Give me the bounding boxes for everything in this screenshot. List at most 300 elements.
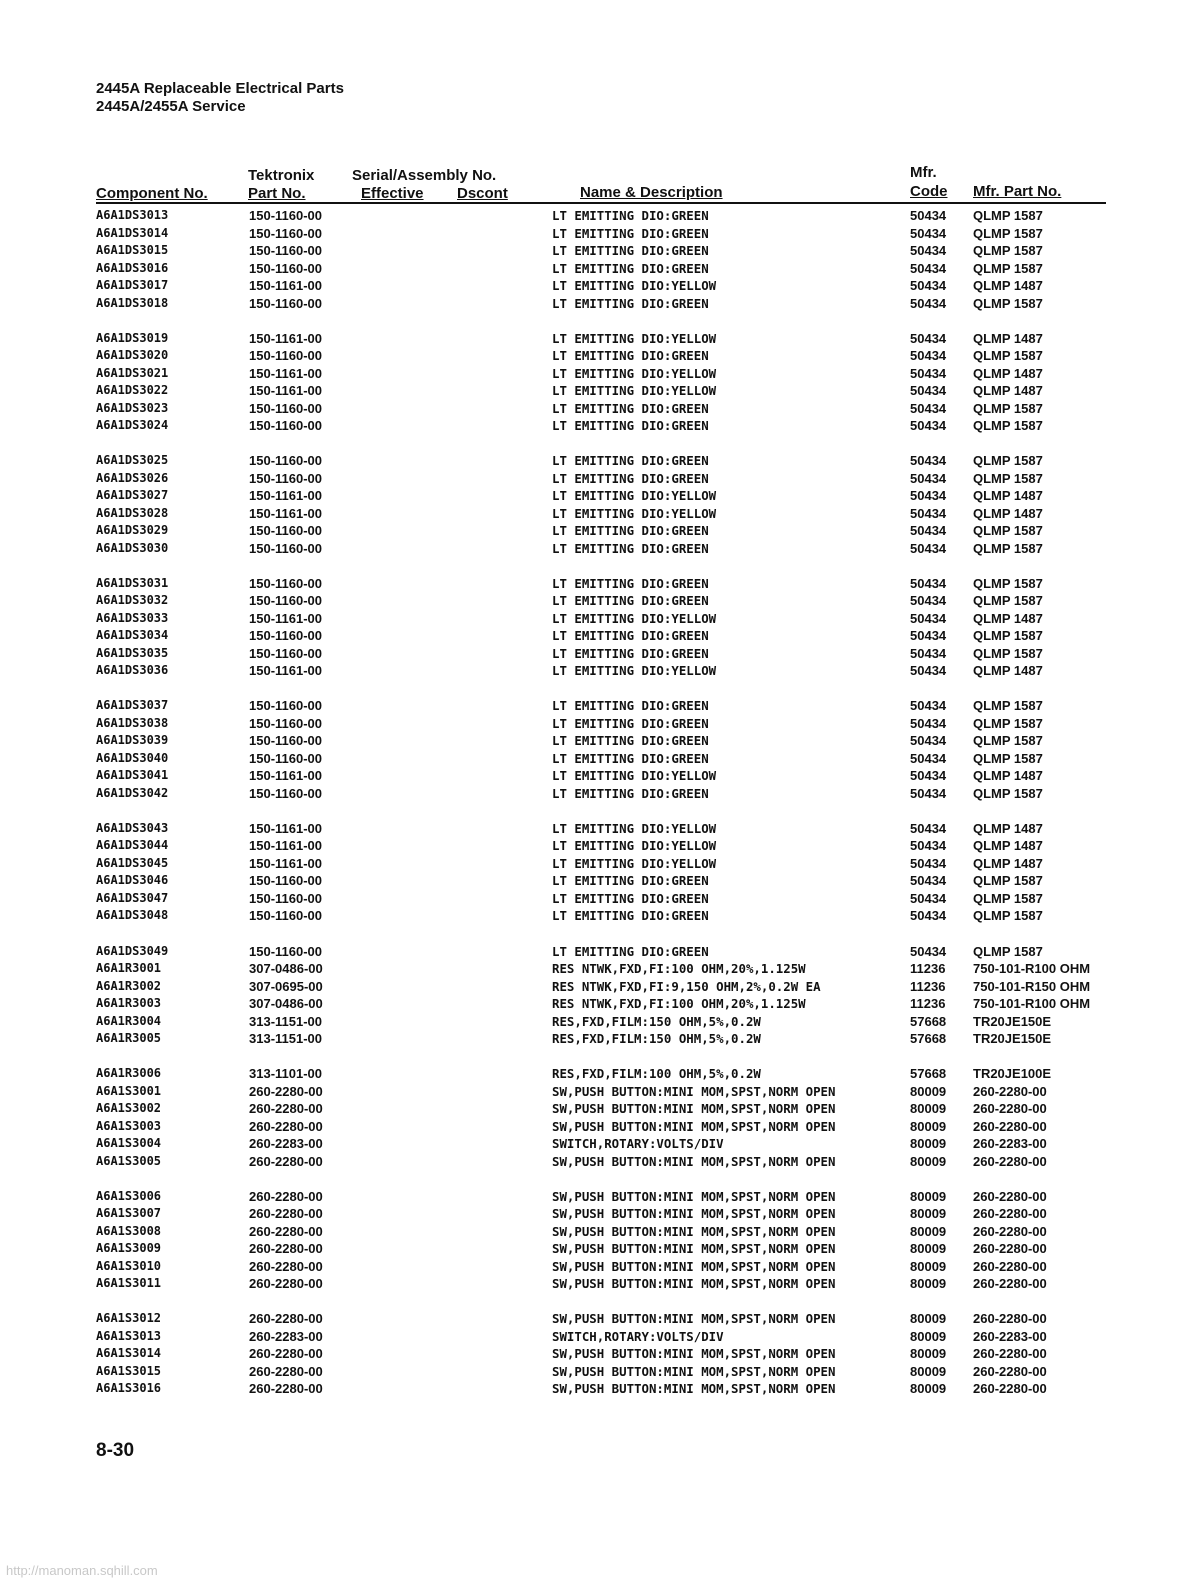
component-no: A6A1R3003 bbox=[96, 996, 162, 1011]
part-no: 313-1151-00 bbox=[249, 1031, 323, 1047]
part-no: 150-1161-00 bbox=[249, 820, 323, 836]
part-no: 150-1160-00 bbox=[249, 575, 323, 591]
mfr-part-no: QLMP 1587 bbox=[973, 208, 1043, 223]
col-header-code: Code bbox=[910, 183, 948, 200]
table-row bbox=[0, 347, 1200, 365]
mfr-code: 50434 bbox=[910, 750, 947, 766]
mfr-code: 11236 bbox=[910, 961, 946, 977]
mfr-part-no: QLMP 1487 bbox=[973, 838, 1043, 854]
part-no: 150-1160-00 bbox=[249, 698, 323, 714]
mfr-code: 57668 bbox=[910, 1066, 947, 1082]
mfr-code: 50434 bbox=[910, 855, 947, 871]
part-no: 260-2280-00 bbox=[249, 1188, 323, 1204]
part-no: 260-2280-00 bbox=[249, 1153, 323, 1169]
mfr-code: 50434 bbox=[910, 645, 947, 661]
mfr-code: 50434 bbox=[910, 698, 947, 714]
part-no: 313-1151-00 bbox=[249, 1013, 323, 1029]
component-no: A6A1DS3013 bbox=[96, 208, 169, 222]
col-header-part-no: Part No. bbox=[248, 185, 306, 202]
table-row bbox=[0, 1135, 1200, 1153]
table-row bbox=[0, 1310, 1200, 1328]
table-row bbox=[0, 645, 1200, 663]
component-no: A6A1DS3044 bbox=[96, 838, 169, 853]
mfr-part-no: 750-101-R150 OHM bbox=[973, 978, 1091, 994]
part-no: 150-1160-00 bbox=[249, 890, 323, 906]
mfr-part-no: QLMP 1487 bbox=[973, 488, 1043, 504]
mfr-code: 80009 bbox=[910, 1381, 947, 1397]
part-no: 150-1161-00 bbox=[249, 663, 323, 679]
mfr-part-no: QLMP 1587 bbox=[973, 295, 1043, 311]
mfr-part-no: QLMP 1487 bbox=[973, 610, 1043, 626]
table-row bbox=[0, 1030, 1200, 1048]
table-row bbox=[0, 1118, 1200, 1136]
table-row bbox=[0, 207, 1200, 225]
mfr-code: 80009 bbox=[910, 1188, 947, 1204]
mfr-part-no: 260-2280-00 bbox=[973, 1346, 1047, 1362]
mfr-code: 80009 bbox=[910, 1276, 947, 1292]
table-row bbox=[0, 750, 1200, 768]
table-row bbox=[0, 487, 1200, 505]
component-no: A6A1DS3023 bbox=[96, 400, 169, 415]
description: LT EMITTING DIO:GREEN bbox=[552, 260, 709, 276]
part-no: 150-1160-00 bbox=[249, 418, 323, 434]
description: LT EMITTING DIO:GREEN bbox=[552, 348, 709, 364]
mfr-part-no: TR20JE150E bbox=[973, 1013, 1052, 1029]
description: LT EMITTING DIO:GREEN bbox=[552, 908, 709, 924]
part-no: 150-1160-00 bbox=[249, 348, 323, 364]
component-no: A6A1R3006 bbox=[96, 1066, 162, 1081]
component-no: A6A1DS3040 bbox=[96, 750, 169, 765]
mfr-code: 50434 bbox=[910, 208, 947, 223]
component-no: A6A1DS3028 bbox=[96, 505, 169, 520]
table-row bbox=[0, 365, 1200, 383]
row-group bbox=[0, 452, 1200, 557]
component-no: A6A1S3011 bbox=[96, 1276, 162, 1291]
col-header-dscont: Dscont bbox=[457, 185, 508, 202]
description: LT EMITTING DIO:YELLOW bbox=[552, 330, 717, 346]
col-header-effective: Effective bbox=[361, 185, 424, 202]
description: LT EMITTING DIO:YELLOW bbox=[552, 820, 717, 836]
table-row bbox=[0, 330, 1200, 348]
mfr-part-no: QLMP 1487 bbox=[973, 820, 1043, 836]
description: SW,PUSH BUTTON:MINI MOM,SPST,NORM OPEN bbox=[552, 1223, 836, 1239]
component-no: A6A1DS3030 bbox=[96, 540, 169, 555]
component-no: A6A1S3012 bbox=[96, 1311, 162, 1326]
mfr-part-no: 260-2280-00 bbox=[973, 1381, 1047, 1397]
description: LT EMITTING DIO:GREEN bbox=[552, 470, 709, 486]
component-no: A6A1S3015 bbox=[96, 1363, 162, 1378]
mfr-part-no: QLMP 1587 bbox=[973, 943, 1043, 959]
mfr-code: 50434 bbox=[910, 383, 947, 399]
description: LT EMITTING DIO:GREEN bbox=[552, 698, 709, 714]
mfr-part-no: TR20JE100E bbox=[973, 1066, 1052, 1082]
description: LT EMITTING DIO:GREEN bbox=[552, 785, 709, 801]
description: LT EMITTING DIO:GREEN bbox=[552, 243, 709, 258]
table-row bbox=[0, 1153, 1200, 1171]
mfr-part-no: QLMP 1587 bbox=[973, 470, 1043, 486]
mfr-part-no: QLMP 1587 bbox=[973, 785, 1043, 801]
component-no: A6A1DS3018 bbox=[96, 295, 169, 310]
component-no: A6A1S3014 bbox=[96, 1346, 162, 1361]
table-row bbox=[0, 1258, 1200, 1276]
table-row bbox=[0, 943, 1200, 961]
description: SW,PUSH BUTTON:MINI MOM,SPST,NORM OPEN bbox=[552, 1346, 836, 1362]
part-no: 260-2280-00 bbox=[249, 1346, 323, 1362]
mfr-code: 50434 bbox=[910, 838, 947, 854]
part-no: 150-1160-00 bbox=[249, 400, 323, 416]
mfr-code: 50434 bbox=[910, 418, 947, 434]
part-no: 150-1160-00 bbox=[249, 295, 323, 311]
mfr-code: 57668 bbox=[910, 1013, 947, 1029]
mfr-part-no: QLMP 1587 bbox=[973, 348, 1043, 364]
component-no: A6A1DS3042 bbox=[96, 785, 169, 800]
mfr-code: 80009 bbox=[910, 1346, 947, 1362]
table-row bbox=[0, 452, 1200, 470]
description: RES,FXD,FILM:150 OHM,5%,0.2W bbox=[552, 1031, 761, 1047]
table-row bbox=[0, 1240, 1200, 1258]
component-no: A6A1DS3047 bbox=[96, 890, 169, 905]
col-header-tektronix: Tektronix bbox=[248, 167, 315, 184]
mfr-part-no: QLMP 1587 bbox=[973, 243, 1043, 258]
part-no: 150-1160-00 bbox=[249, 785, 323, 801]
table-row bbox=[0, 382, 1200, 400]
table-row bbox=[0, 1100, 1200, 1118]
description: LT EMITTING DIO:GREEN bbox=[552, 873, 709, 889]
part-no: 260-2280-00 bbox=[249, 1258, 323, 1274]
table-row bbox=[0, 978, 1200, 996]
mfr-code: 50434 bbox=[910, 540, 947, 556]
mfr-code: 57668 bbox=[910, 1031, 947, 1047]
description: SW,PUSH BUTTON:MINI MOM,SPST,NORM OPEN bbox=[552, 1381, 836, 1397]
component-no: A6A1DS3016 bbox=[96, 260, 169, 275]
part-no: 150-1160-00 bbox=[249, 715, 323, 731]
component-no: A6A1DS3043 bbox=[96, 820, 169, 835]
row-group bbox=[0, 575, 1200, 680]
mfr-part-no: 260-2280-00 bbox=[973, 1206, 1047, 1222]
part-no: 150-1160-00 bbox=[249, 628, 323, 644]
mfr-code: 50434 bbox=[910, 488, 947, 504]
mfr-part-no: QLMP 1487 bbox=[973, 663, 1043, 679]
mfr-part-no: 260-2280-00 bbox=[973, 1311, 1047, 1327]
description: SW,PUSH BUTTON:MINI MOM,SPST,NORM OPEN bbox=[552, 1363, 836, 1379]
part-no: 260-2280-00 bbox=[249, 1241, 323, 1257]
mfr-part-no: QLMP 1587 bbox=[973, 593, 1043, 609]
description: SW,PUSH BUTTON:MINI MOM,SPST,NORM OPEN bbox=[552, 1206, 836, 1222]
component-no: A6A1DS3022 bbox=[96, 383, 169, 398]
component-no: A6A1R3004 bbox=[96, 1013, 162, 1028]
component-no: A6A1DS3024 bbox=[96, 418, 169, 433]
mfr-code: 50434 bbox=[910, 908, 947, 924]
table-row bbox=[0, 907, 1200, 925]
description: RES NTWK,FXD,FI:100 OHM,20%,1.125W bbox=[552, 996, 806, 1012]
part-no: 150-1160-00 bbox=[249, 470, 323, 486]
component-no: A6A1DS3025 bbox=[96, 453, 169, 468]
part-no: 150-1160-00 bbox=[249, 243, 323, 258]
table-row bbox=[0, 1205, 1200, 1223]
description: SW,PUSH BUTTON:MINI MOM,SPST,NORM OPEN bbox=[552, 1311, 836, 1327]
table-row bbox=[0, 225, 1200, 243]
row-group bbox=[0, 820, 1200, 925]
part-no: 307-0486-00 bbox=[249, 996, 323, 1012]
page-number: 8-30 bbox=[96, 1440, 135, 1461]
component-no: A6A1DS3026 bbox=[96, 470, 169, 485]
component-no: A6A1R3002 bbox=[96, 978, 162, 993]
table-row bbox=[0, 960, 1200, 978]
header-rule bbox=[96, 202, 1106, 204]
mfr-code: 11236 bbox=[910, 978, 946, 994]
mfr-code: 80009 bbox=[910, 1328, 947, 1344]
component-no: A6A1DS3039 bbox=[96, 733, 169, 748]
mfr-part-no: QLMP 1587 bbox=[973, 523, 1043, 539]
mfr-code: 80009 bbox=[910, 1136, 947, 1152]
description: LT EMITTING DIO:GREEN bbox=[552, 890, 709, 906]
description: SW,PUSH BUTTON:MINI MOM,SPST,NORM OPEN bbox=[552, 1153, 836, 1169]
component-no: A6A1DS3049 bbox=[96, 943, 169, 958]
mfr-part-no: 260-2283-00 bbox=[973, 1136, 1047, 1152]
component-no: A6A1DS3032 bbox=[96, 593, 169, 608]
description: LT EMITTING DIO:YELLOW bbox=[552, 488, 717, 504]
table-row bbox=[0, 890, 1200, 908]
mfr-part-no: QLMP 1587 bbox=[973, 418, 1043, 434]
mfr-part-no: QLMP 1587 bbox=[973, 453, 1043, 469]
mfr-part-no: QLMP 1587 bbox=[973, 628, 1043, 644]
description: LT EMITTING DIO:GREEN bbox=[552, 750, 709, 766]
mfr-part-no: QLMP 1587 bbox=[973, 750, 1043, 766]
part-no: 260-2283-00 bbox=[249, 1328, 323, 1344]
table-row bbox=[0, 697, 1200, 715]
description: RES,FXD,FILM:100 OHM,5%,0.2W bbox=[552, 1066, 761, 1082]
component-no: A6A1DS3027 bbox=[96, 488, 169, 503]
mfr-code: 50434 bbox=[910, 243, 947, 258]
table-row bbox=[0, 610, 1200, 628]
part-no: 150-1160-00 bbox=[249, 873, 323, 889]
col-header-component-no: Component No. bbox=[96, 185, 208, 202]
description: SW,PUSH BUTTON:MINI MOM,SPST,NORM OPEN bbox=[552, 1118, 836, 1134]
mfr-code: 80009 bbox=[910, 1258, 947, 1274]
mfr-part-no: 260-2280-00 bbox=[973, 1223, 1047, 1239]
description: SW,PUSH BUTTON:MINI MOM,SPST,NORM OPEN bbox=[552, 1258, 836, 1274]
table-row bbox=[0, 505, 1200, 523]
mfr-part-no: 260-2280-00 bbox=[973, 1258, 1047, 1274]
mfr-part-no: 260-2280-00 bbox=[973, 1118, 1047, 1134]
mfr-code: 50434 bbox=[910, 733, 947, 749]
table-row bbox=[0, 400, 1200, 418]
col-header-mfr-part-no: Mfr. Part No. bbox=[973, 183, 1062, 200]
table-row bbox=[0, 785, 1200, 803]
table-row bbox=[0, 662, 1200, 680]
mfr-code: 50434 bbox=[910, 260, 947, 276]
mfr-code: 50434 bbox=[910, 225, 947, 241]
mfr-part-no: 260-2280-00 bbox=[973, 1153, 1047, 1169]
row-group bbox=[0, 943, 1200, 1048]
mfr-part-no: QLMP 1487 bbox=[973, 278, 1043, 293]
mfr-code: 11236 bbox=[910, 996, 946, 1012]
component-no: A6A1DS3017 bbox=[96, 278, 169, 292]
part-no: 150-1161-00 bbox=[249, 610, 323, 626]
table-row bbox=[0, 470, 1200, 488]
description: LT EMITTING DIO:GREEN bbox=[552, 715, 709, 731]
part-no: 150-1160-00 bbox=[249, 453, 323, 469]
part-no: 150-1160-00 bbox=[249, 225, 323, 241]
description: SWITCH,ROTARY:VOLTS/DIV bbox=[552, 1136, 724, 1152]
part-no: 260-2280-00 bbox=[249, 1206, 323, 1222]
component-no: A6A1DS3041 bbox=[96, 768, 169, 783]
part-no: 260-2280-00 bbox=[249, 1363, 323, 1379]
mfr-code: 50434 bbox=[910, 365, 947, 381]
component-no: A6A1S3002 bbox=[96, 1101, 162, 1116]
mfr-part-no: QLMP 1487 bbox=[973, 330, 1043, 346]
part-no: 150-1160-00 bbox=[249, 523, 323, 539]
component-no: A6A1DS3033 bbox=[96, 610, 169, 625]
table-row bbox=[0, 522, 1200, 540]
mfr-code: 50434 bbox=[910, 295, 947, 311]
component-no: A6A1S3008 bbox=[96, 1223, 162, 1238]
description: LT EMITTING DIO:YELLOW bbox=[552, 838, 717, 854]
table-row bbox=[0, 1223, 1200, 1241]
table-row bbox=[0, 767, 1200, 785]
part-no: 150-1161-00 bbox=[249, 488, 323, 504]
component-no: A6A1DS3031 bbox=[96, 575, 169, 590]
part-no: 150-1160-00 bbox=[249, 208, 323, 223]
part-no: 260-2280-00 bbox=[249, 1276, 323, 1292]
table-row bbox=[0, 1363, 1200, 1381]
mfr-code: 50434 bbox=[910, 575, 947, 591]
mfr-part-no: QLMP 1587 bbox=[973, 715, 1043, 731]
component-no: A6A1DS3015 bbox=[96, 243, 169, 257]
col-header-serial-assembly: Serial/Assembly No. bbox=[352, 167, 497, 184]
description: LT EMITTING DIO:GREEN bbox=[552, 400, 709, 416]
mfr-part-no: 260-2280-00 bbox=[973, 1083, 1047, 1099]
mfr-part-no: QLMP 1587 bbox=[973, 698, 1043, 714]
description: LT EMITTING DIO:YELLOW bbox=[552, 365, 717, 381]
mfr-part-no: QLMP 1487 bbox=[973, 365, 1043, 381]
mfr-code: 80009 bbox=[910, 1083, 947, 1099]
mfr-part-no: 750-101-R100 OHM bbox=[973, 961, 1091, 977]
mfr-part-no: QLMP 1487 bbox=[973, 505, 1043, 521]
mfr-code: 50434 bbox=[910, 278, 947, 293]
description: LT EMITTING DIO:GREEN bbox=[552, 418, 709, 434]
description: SW,PUSH BUTTON:MINI MOM,SPST,NORM OPEN bbox=[552, 1241, 836, 1257]
description: SW,PUSH BUTTON:MINI MOM,SPST,NORM OPEN bbox=[552, 1101, 836, 1117]
component-no: A6A1DS3046 bbox=[96, 873, 169, 888]
mfr-part-no: QLMP 1587 bbox=[973, 225, 1043, 241]
table-row bbox=[0, 715, 1200, 733]
table-row bbox=[0, 260, 1200, 278]
part-no: 150-1161-00 bbox=[249, 505, 323, 521]
description: LT EMITTING DIO:YELLOW bbox=[552, 855, 717, 871]
mfr-code: 50434 bbox=[910, 785, 947, 801]
component-no: A6A1DS3021 bbox=[96, 365, 169, 380]
component-no: A6A1S3006 bbox=[96, 1188, 162, 1203]
mfr-part-no: QLMP 1587 bbox=[973, 645, 1043, 661]
part-no: 150-1160-00 bbox=[249, 593, 323, 609]
mfr-part-no: 260-2280-00 bbox=[973, 1188, 1047, 1204]
mfr-part-no: QLMP 1487 bbox=[973, 768, 1043, 784]
mfr-code: 50434 bbox=[910, 470, 947, 486]
mfr-part-no: 260-2280-00 bbox=[973, 1241, 1047, 1257]
mfr-code: 80009 bbox=[910, 1311, 947, 1327]
mfr-part-no: QLMP 1587 bbox=[973, 260, 1043, 276]
mfr-code: 50434 bbox=[910, 348, 947, 364]
mfr-code: 80009 bbox=[910, 1363, 947, 1379]
description: LT EMITTING DIO:GREEN bbox=[552, 575, 709, 591]
component-no: A6A1S3013 bbox=[96, 1328, 162, 1343]
description: SW,PUSH BUTTON:MINI MOM,SPST,NORM OPEN bbox=[552, 1276, 836, 1292]
mfr-code: 50434 bbox=[910, 768, 947, 784]
mfr-part-no: QLMP 1587 bbox=[973, 733, 1043, 749]
mfr-code: 50434 bbox=[910, 820, 947, 836]
mfr-code: 50434 bbox=[910, 523, 947, 539]
description: LT EMITTING DIO:YELLOW bbox=[552, 610, 717, 626]
description: LT EMITTING DIO:GREEN bbox=[552, 295, 709, 311]
table-row bbox=[0, 1188, 1200, 1206]
row-group bbox=[0, 1065, 1200, 1170]
description: LT EMITTING DIO:GREEN bbox=[552, 628, 709, 644]
component-no: A6A1DS3037 bbox=[96, 698, 169, 713]
description: RES NTWK,FXD,FI:9,150 OHM,2%,0.2W EA bbox=[552, 978, 821, 994]
mfr-part-no: QLMP 1587 bbox=[973, 908, 1043, 924]
description: LT EMITTING DIO:YELLOW bbox=[552, 278, 717, 293]
part-no: 150-1161-00 bbox=[249, 278, 323, 293]
document-subtitle: 2445A/2455A Service bbox=[96, 98, 246, 115]
row-group bbox=[0, 1310, 1200, 1398]
part-no: 260-2280-00 bbox=[249, 1311, 323, 1327]
mfr-code: 80009 bbox=[910, 1118, 947, 1134]
part-no: 260-2283-00 bbox=[249, 1136, 323, 1152]
description: SW,PUSH BUTTON:MINI MOM,SPST,NORM OPEN bbox=[552, 1188, 836, 1204]
mfr-part-no: TR20JE150E bbox=[973, 1031, 1052, 1047]
part-no: 150-1160-00 bbox=[249, 750, 323, 766]
mfr-code: 50434 bbox=[910, 715, 947, 731]
component-no: A6A1R3001 bbox=[96, 961, 162, 976]
part-no: 150-1160-00 bbox=[249, 260, 323, 276]
mfr-code: 50434 bbox=[910, 593, 947, 609]
component-no: A6A1S3001 bbox=[96, 1083, 162, 1098]
part-no: 150-1160-00 bbox=[249, 645, 323, 661]
table-row bbox=[0, 1083, 1200, 1101]
part-no: 307-0695-00 bbox=[249, 978, 323, 994]
mfr-part-no: QLMP 1587 bbox=[973, 873, 1043, 889]
mfr-part-no: QLMP 1487 bbox=[973, 383, 1043, 399]
table-row bbox=[0, 575, 1200, 593]
component-no: A6A1DS3035 bbox=[96, 645, 169, 660]
description: LT EMITTING DIO:YELLOW bbox=[552, 663, 717, 679]
part-no: 150-1160-00 bbox=[249, 540, 323, 556]
table-row bbox=[0, 277, 1200, 295]
mfr-part-no: QLMP 1587 bbox=[973, 890, 1043, 906]
part-no: 150-1160-00 bbox=[249, 733, 323, 749]
mfr-code: 80009 bbox=[910, 1223, 947, 1239]
description: LT EMITTING DIO:GREEN bbox=[552, 943, 709, 959]
part-no: 150-1161-00 bbox=[249, 330, 323, 346]
mfr-code: 80009 bbox=[910, 1206, 947, 1222]
component-no: A6A1DS3036 bbox=[96, 663, 169, 678]
table-row bbox=[0, 837, 1200, 855]
part-no: 150-1161-00 bbox=[249, 383, 323, 399]
part-no: 150-1160-00 bbox=[249, 908, 323, 924]
description: LT EMITTING DIO:GREEN bbox=[552, 523, 709, 539]
mfr-part-no: QLMP 1487 bbox=[973, 855, 1043, 871]
component-no: A6A1S3009 bbox=[96, 1241, 162, 1256]
part-no: 260-2280-00 bbox=[249, 1381, 323, 1397]
table-row bbox=[0, 540, 1200, 558]
col-header-name-description: Name & Description bbox=[580, 184, 723, 201]
description: LT EMITTING DIO:GREEN bbox=[552, 225, 709, 241]
component-no: A6A1DS3038 bbox=[96, 715, 169, 730]
mfr-part-no: QLMP 1587 bbox=[973, 540, 1043, 556]
table-row bbox=[0, 820, 1200, 838]
description: LT EMITTING DIO:GREEN bbox=[552, 645, 709, 661]
